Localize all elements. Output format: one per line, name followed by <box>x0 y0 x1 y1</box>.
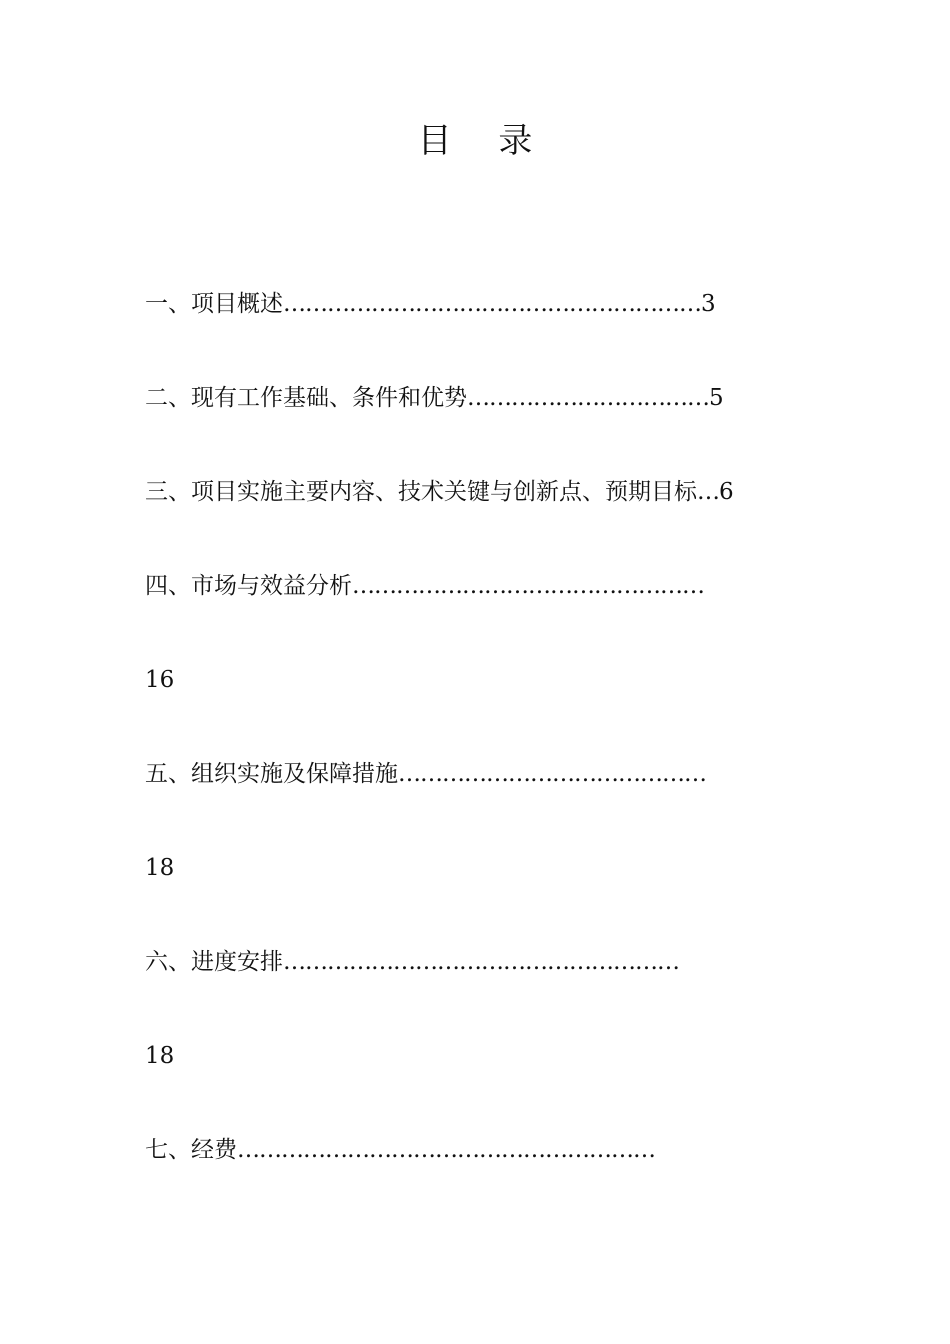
toc-entry-text: 五、组织实施及保障措施 <box>145 761 398 787</box>
toc-page-number: 3 <box>701 291 716 317</box>
toc-entry-text: 二、现有工作基础、条件和优势 <box>145 385 467 411</box>
toc-entry-text: 七、经费 <box>145 1137 237 1163</box>
toc-entry-continuation <box>145 1041 810 1071</box>
toc-leader-dots: ……………………………………………… <box>283 949 679 975</box>
toc-entry <box>145 383 810 413</box>
toc-page-number: 5 <box>709 385 724 411</box>
toc-leader-dots: …………………………… <box>467 385 709 411</box>
toc-entry <box>145 477 810 507</box>
toc-leader-dots: ………………………………………………… <box>283 291 701 317</box>
toc-entry <box>145 947 810 977</box>
toc-entry-continuation <box>145 853 810 883</box>
toc-page-number: 16 <box>145 667 175 693</box>
toc-leader-dots: ………………………………………………… <box>237 1137 655 1163</box>
toc-page-number: 6 <box>719 479 734 505</box>
toc-leader-dots: … <box>697 479 719 505</box>
page-title: 目 录 <box>417 121 551 161</box>
toc-leader-dots: …………………………………… <box>398 761 706 787</box>
toc-entry-text: 六、进度安排 <box>145 949 283 975</box>
toc-entry-text: 四、市场与效益分析 <box>145 573 352 599</box>
toc-entry <box>145 571 810 601</box>
toc-entry <box>145 289 810 319</box>
toc-page-number: 18 <box>145 855 175 881</box>
toc-entry-text: 三、项目实施主要内容、技术关键与创新点、预期目标 <box>145 479 697 505</box>
toc-entry-continuation <box>145 665 810 695</box>
toc-entry <box>145 759 810 789</box>
toc-entry-text: 一、项目概述 <box>145 291 283 317</box>
toc-page-number: 18 <box>145 1043 175 1069</box>
toc-leader-dots: ………………………………………… <box>352 573 704 599</box>
toc-entry <box>145 1135 810 1165</box>
